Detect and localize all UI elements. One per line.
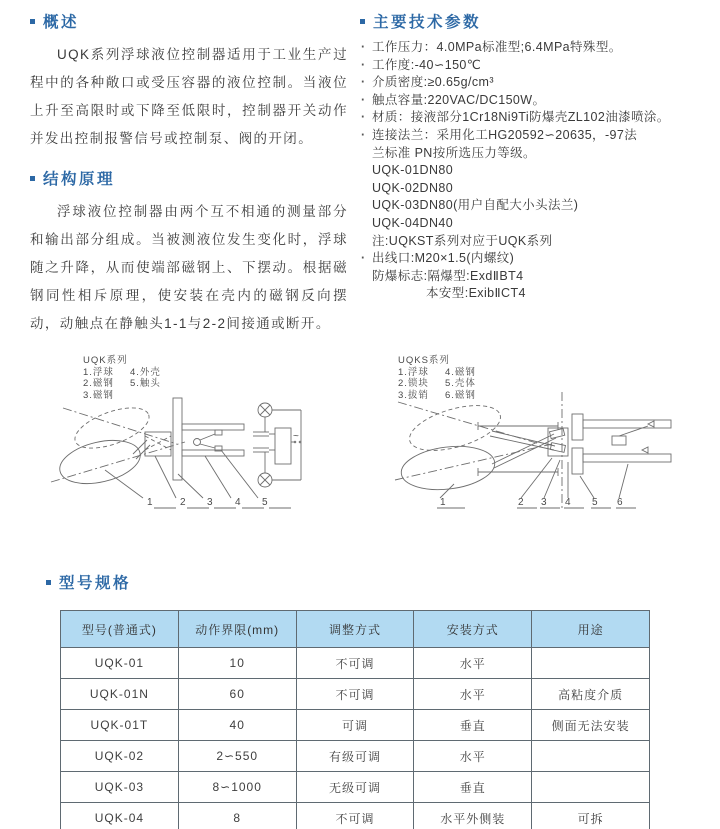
- param-exproof-mark: 防爆标志:隔爆型:ExdⅡBT4: [372, 268, 524, 283]
- callout-4: 4: [235, 497, 241, 508]
- param-contact-capacity: · 触点容量:220VAC/DC150W。: [360, 92, 716, 110]
- uqk-legend-item: 2.磁钢: [83, 378, 114, 389]
- param-flange-cont: 兰标准 PN按所选压力等级。: [372, 145, 536, 160]
- uqk-legend-title: UQK系列: [83, 355, 128, 366]
- cell-adjust: 不可调: [296, 679, 414, 710]
- callout-5: 5: [592, 497, 598, 508]
- param-model-04: UQK-04DN40: [372, 215, 454, 230]
- float-rod: [136, 445, 150, 459]
- param-working-pressure: · 工作压力：4.0MPa标准型;6.4MPa特殊型。: [360, 39, 716, 57]
- param-model-03: UQK-03DN80(用户自配大小头法兰): [372, 198, 579, 213]
- table-row: [61, 710, 650, 741]
- cell-model: UQK-01N: [61, 679, 179, 710]
- contact: [215, 430, 222, 435]
- table-row: [61, 803, 650, 829]
- uqk-legend-item: 4.外壳: [129, 366, 161, 378]
- flange: [572, 448, 583, 474]
- uqks-legend-item: 2.锁块: [398, 378, 429, 389]
- table-row: [61, 679, 650, 710]
- float-ball: [56, 433, 145, 490]
- ac-symbol: ~: [293, 431, 299, 442]
- parameters-list: [360, 39, 716, 303]
- param-medium-density: · 介质密度:≥0.65g/cm³: [360, 74, 716, 92]
- uqks-legend-title: UQKS系列: [398, 355, 450, 366]
- cell-usage: 可拆: [532, 803, 650, 829]
- table-row: [61, 741, 650, 772]
- float-ball-dashed: [70, 400, 154, 457]
- cell-adjust: 有级可调: [296, 741, 414, 772]
- leader-lines: [437, 458, 636, 508]
- table-row: [61, 772, 650, 803]
- table-header-row: [61, 611, 650, 648]
- callout-1: 1: [147, 497, 153, 508]
- right-column: [360, 10, 716, 303]
- magnet-block-detail: [145, 436, 171, 450]
- uqks-legend-item: 4.磁钢: [444, 366, 476, 378]
- uqk-legend-item: 5.触头: [129, 378, 161, 389]
- housing-wall-top: [182, 424, 244, 430]
- col-header-action-limit: 动作界限(mm): [178, 611, 296, 648]
- switch-body: [275, 428, 291, 464]
- left-column: [30, 10, 348, 338]
- param-material: · 材质：接液部分1Cr18Ni9Ti防爆壳ZL102油漆喷涂。: [360, 109, 716, 127]
- cell-adjust: 无级可调: [296, 772, 414, 803]
- spec-table: [60, 610, 650, 829]
- cell-usage: 侧面无法安装: [532, 710, 650, 741]
- pull-pin: [550, 443, 565, 453]
- square-bullet-icon: [46, 580, 51, 585]
- uqks-diagram: [390, 384, 702, 544]
- magnet-lever: [619, 426, 648, 436]
- uqks-figure: [390, 350, 702, 550]
- square-bullet-icon: [30, 19, 35, 24]
- spec-heading-text: 型号规格: [59, 575, 132, 592]
- pull-pin: [549, 428, 564, 438]
- callout-4: 4: [565, 497, 571, 508]
- flange: [173, 398, 182, 480]
- magnet: [612, 436, 626, 445]
- callout-5: 5: [262, 497, 268, 508]
- callout-3: 3: [541, 497, 547, 508]
- cell-limit: 40: [178, 710, 296, 741]
- diagrams-section: [0, 350, 720, 550]
- col-header-model: 型号(普通式): [61, 611, 179, 648]
- housing-wall-bottom: [583, 454, 671, 462]
- float-ball-dashed: [405, 397, 506, 459]
- cell-limit: 8: [178, 803, 296, 829]
- callout-1: 1: [440, 497, 446, 508]
- principle-paragraph: 浮球液位控制器由两个互不相通的测量部分和输出部分组成。当被测液位发生变化时，浮球随之升降，从而使端部磁钢上、下摆动。根据磁钢同性相斥原理，使安装在壳内的磁钢反向摆动，动触点在静触头1-1与2-2间接通或断开。: [30, 204, 348, 331]
- circuit: [253, 403, 301, 487]
- cell-mount: 水平: [414, 679, 532, 710]
- table-row: [61, 648, 650, 679]
- cell-adjust: 不可调: [296, 803, 414, 829]
- dimension-lines: [478, 422, 558, 476]
- cell-model: UQK-01T: [61, 710, 179, 741]
- callout-6: 6: [617, 497, 623, 508]
- parameters-heading-text: 主要技术参数: [373, 14, 482, 31]
- callout-3: 3: [207, 497, 213, 508]
- axis-line: [63, 408, 177, 444]
- uqk-legend-item: 1.浮球: [83, 366, 114, 378]
- param-intrinsic-safe: 本安型:ExibⅡCT4: [426, 286, 526, 301]
- param-model-01: UQK-01DN80: [372, 163, 454, 178]
- overview-paragraph: UQK系列浮球液位控制器适用于工业生产过程中的各种敞口或受压容器的液位控制。当液位上升至高限时或下降至低限时，控制器开关动作并发出控制报警信号或控制泵、阀的开闭。: [30, 47, 348, 146]
- param-model-02: UQK-02DN80: [372, 180, 454, 195]
- principle-heading: [30, 167, 348, 189]
- spec-heading: [46, 571, 131, 593]
- uqk-diagram: [45, 384, 347, 544]
- cell-model: UQK-01: [61, 648, 179, 679]
- col-header-adjust-mode: 调整方式: [296, 611, 414, 648]
- cell-usage: 高粘度介质: [532, 679, 650, 710]
- uqk-legend-item: 3.磁钢: [83, 389, 114, 401]
- overview-heading: [30, 10, 348, 32]
- flag-icon: [648, 421, 654, 427]
- cell-adjust: 可调: [296, 710, 414, 741]
- uqks-legend-item: 5.壳体: [444, 378, 476, 389]
- square-bullet-icon: [360, 19, 365, 24]
- cell-mount: 水平: [414, 741, 532, 772]
- param-working-temp: · 工作度:-40∽150℃: [360, 57, 716, 75]
- principle-heading-text: 结构原理: [43, 171, 116, 188]
- lever: [200, 434, 215, 440]
- cell-mount: 垂直: [414, 772, 532, 803]
- cell-model: UQK-02: [61, 741, 179, 772]
- axis-line: [395, 444, 552, 480]
- cell-mount: 水平外侧装: [414, 803, 532, 829]
- cell-limit: 2∽550: [178, 741, 296, 772]
- callout-2: 2: [180, 497, 186, 508]
- col-header-usage: 用途: [532, 611, 650, 648]
- square-bullet-icon: [30, 176, 35, 181]
- flange: [572, 414, 583, 440]
- callout-2: 2: [518, 497, 524, 508]
- uqks-legend-item: 6.磁钢: [444, 389, 476, 401]
- pivot: [194, 439, 201, 446]
- param-flange: · 连接法兰：采用化工HG20592∽20635，-97法: [360, 127, 716, 145]
- cell-usage: [532, 648, 650, 679]
- uqks-legend-item: 3.拔销: [398, 389, 429, 401]
- col-header-mount-mode: 安装方式: [414, 611, 532, 648]
- overview-heading-text: 概述: [43, 14, 80, 31]
- cell-mount: 水平: [414, 648, 532, 679]
- uqks-legend-item: 1.浮球: [398, 366, 429, 378]
- parameters-heading: [360, 10, 716, 32]
- housing-wall-bottom: [182, 450, 244, 456]
- cell-limit: 8∽1000: [178, 772, 296, 803]
- cell-model: UQK-03: [61, 772, 179, 803]
- cell-model: UQK-04: [61, 803, 179, 829]
- cell-adjust: 不可调: [296, 648, 414, 679]
- uqk-figure: [45, 350, 347, 550]
- flag-icon: [642, 447, 648, 453]
- param-note: 注:UQKST系列对应于UQK系列: [372, 233, 553, 248]
- cell-limit: 10: [178, 648, 296, 679]
- cell-usage: [532, 772, 650, 803]
- cell-mount: 垂直: [414, 710, 532, 741]
- housing-wall-top: [583, 420, 671, 428]
- cell-limit: 60: [178, 679, 296, 710]
- lock-block: [548, 428, 568, 456]
- float-rod: [494, 438, 556, 468]
- param-cable-entry: · 出线口:M20×1.5(内螺纹): [360, 250, 716, 268]
- lever: [200, 444, 215, 448]
- cell-usage: [532, 741, 650, 772]
